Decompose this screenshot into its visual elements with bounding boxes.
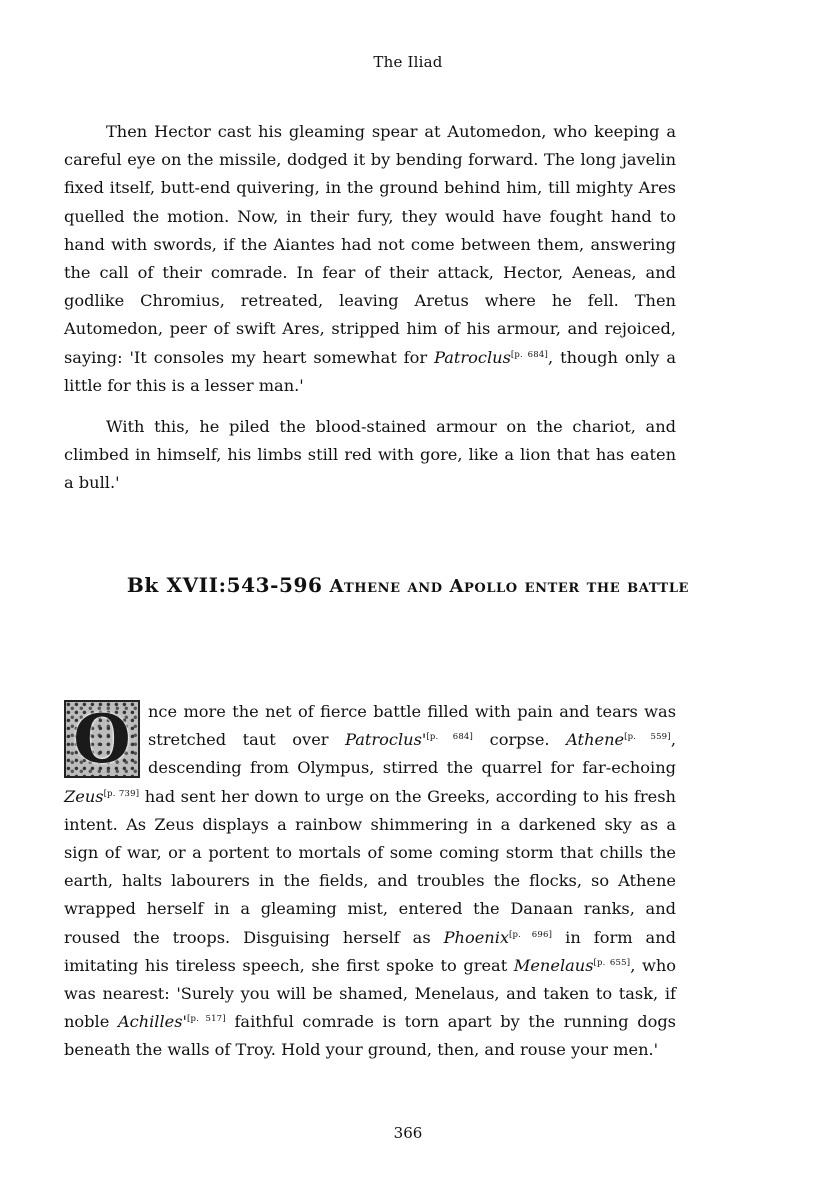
section-title: Athene and Apollo enter the battle — [329, 576, 690, 597]
text-segment: had sent her down to urge on the Greeks, according to his fresh intent. As Zeus displays a rainbow shimmering in a darkened sky as a sign of war, or a portent to mortals of some coming storm that chills the earth, halts labourers in the fields, and troubles the flocks, so Athene wrapped herself in a gleaming mist, entered the Danaan ranks, and roused the troops. Disguising herself as — [64, 786, 676, 947]
paragraph-1 — [64, 118, 676, 400]
name-link[interactable]: Patroclus' — [345, 730, 427, 750]
name-link[interactable]: Athene — [566, 730, 625, 750]
dropcap-letter: O — [73, 699, 131, 778]
page-ref[interactable]: [p. 696] — [509, 929, 553, 940]
text-segment: corpse. — [473, 730, 567, 750]
running-head: The Iliad — [373, 53, 443, 71]
page-ref[interactable]: [p. 559] — [624, 732, 671, 743]
text-segment: in form and imitating his tireless speech, she first spoke to great — [64, 927, 676, 975]
page-ref[interactable]: [p. 739] — [103, 788, 140, 799]
paragraph-2 — [64, 413, 676, 498]
section-heading — [80, 568, 736, 604]
dropcap-ornament — [64, 700, 140, 778]
text-segment: Then Hector cast his gleaming spear at Automedon, who keeping a careful eye on the missile, dodged it by bending forward. The long javelin fixed itself, butt-end quivering, in the ground behind him, till mighty Ares quelled the motion. Now, in their fury, they would have fought hand to hand with swords, if the Aiantes had not come between them, answering the call of their comrade. In fear of their attack, Hector, Aeneas, and godlike Chromius, retreated, leaving Aretus where he fell. Then Automedon, peer of swift Ares, stripped him of his armour, and rejoiced, saying: 'It consoles my heart somewhat for — [64, 122, 676, 367]
paragraph-3 — [64, 698, 676, 1065]
section-ref: Bk XVII:543-596 — [126, 573, 323, 597]
name-link[interactable]: Menelaus — [513, 955, 594, 975]
text-segment: faithful comrade is torn apart by the running dogs beneath the walls of Troy. Hold your ground, then, and rouse your men.' — [64, 1012, 676, 1060]
name-link[interactable]: Zeus — [64, 786, 104, 806]
page-number: 366 — [393, 1124, 423, 1142]
paragraph-text: With this, he piled the blood-stained armour on the chariot, and climbed in himself, his limbs still red with gore, like a lion that has eaten a bull.' — [64, 417, 676, 493]
text-segment: , who was nearest: 'Surely you will be shamed, Menelaus, and taken to task, if noble — [64, 955, 676, 1032]
page-ref[interactable]: [p. 517] — [187, 1014, 226, 1025]
name-link[interactable]: Phoenix — [443, 927, 509, 947]
page-ref[interactable]: [p. 684] — [510, 349, 548, 360]
text-segment: nce more the net of fierce battle filled with pain and tears was stretched taut over — [148, 702, 676, 750]
name-link[interactable]: Patroclus — [434, 347, 511, 367]
page-ref[interactable]: [p. 684] — [426, 732, 474, 743]
text-segment: , though only a little for this is a lesser man.' — [64, 347, 676, 395]
page-ref[interactable]: [p. 655] — [593, 957, 631, 968]
name-link[interactable]: Achilles' — [117, 1012, 187, 1032]
text-segment: , descending from Olympus, stirred the quarrel for far-echoing — [148, 730, 676, 778]
